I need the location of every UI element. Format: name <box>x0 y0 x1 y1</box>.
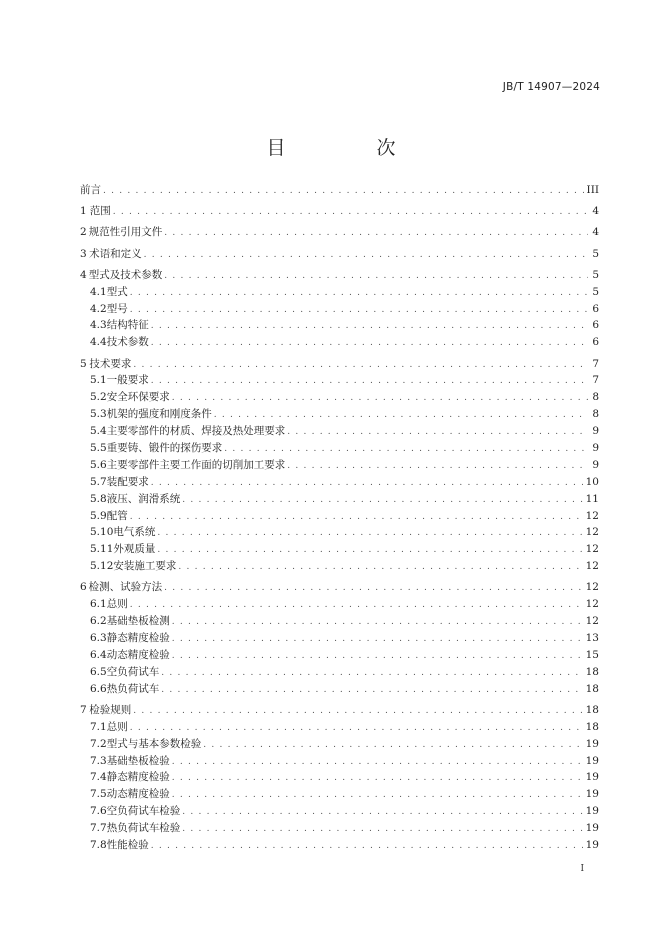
toc-entry-page: 12 <box>585 598 599 611</box>
toc-entry-title: 热负荷试车 <box>106 682 160 695</box>
toc-entry-page: 19 <box>585 788 599 801</box>
toc-entry[interactable] <box>80 474 599 491</box>
toc-entry-title: 重要铸、锻件的探伤要求 <box>106 441 223 454</box>
toc-leader-dots <box>144 247 588 264</box>
toc-entry-number: 5.9 <box>90 509 107 522</box>
toc-entry-page: 11 <box>585 492 599 505</box>
toc-entry[interactable] <box>80 613 599 630</box>
toc-entry-number: 7.4 <box>90 771 107 784</box>
toc-entry-page: 9 <box>592 441 599 454</box>
toc-entry[interactable] <box>80 769 599 786</box>
toc-entry-page: 6 <box>592 319 599 332</box>
toc-entry-title: 空负荷试车 <box>106 665 160 678</box>
toc-entry-title: 静态精度检验 <box>106 771 170 784</box>
toc-leader-dots <box>130 302 588 319</box>
toc-entry[interactable] <box>80 224 599 241</box>
toc-leader-dots <box>172 787 583 804</box>
document-code: JB/T 14907—2024 <box>502 81 600 93</box>
toc-entry[interactable] <box>80 182 599 199</box>
toc-entry-page: 10 <box>585 475 599 488</box>
toc-entry-number: 4.4 <box>90 336 107 349</box>
toc-entry-number: 6.3 <box>90 632 107 645</box>
toc-leader-dots <box>182 492 582 509</box>
toc-leader-dots <box>151 475 583 492</box>
toc-entry[interactable] <box>80 558 599 575</box>
toc-leader-dots <box>182 821 582 838</box>
toc-entry-number: 5.8 <box>90 492 107 505</box>
toc-entry-page: 4 <box>592 226 599 239</box>
toc-entry-number: 6.2 <box>90 615 107 628</box>
toc-entry-title: 一般要求 <box>106 374 149 387</box>
toc-entry-page: 4 <box>592 205 599 218</box>
toc-entry-page: 9 <box>592 425 599 438</box>
toc-leader-dots <box>172 631 583 648</box>
toc-entry-page: 12 <box>585 560 599 573</box>
toc-leader-dots <box>130 509 583 526</box>
toc-entry-title: 检测、试验方法 <box>88 581 163 594</box>
toc-leader-dots <box>203 737 582 754</box>
toc-leader-dots <box>157 525 582 542</box>
toc-entry-page: 6 <box>592 302 599 315</box>
toc-leader-dots <box>157 542 582 559</box>
toc-entry-title: 基础垫板检测 <box>106 615 170 628</box>
toc-leader-dots <box>161 665 582 682</box>
page-title: 目 次 <box>266 137 432 159</box>
toc-entry-title: 前言 <box>80 184 101 196</box>
toc-entry-number: 6 <box>80 581 87 594</box>
toc-entry-page: 18 <box>585 665 599 678</box>
toc-entry[interactable] <box>80 246 599 263</box>
toc-entry-title: 热负荷试车检验 <box>106 822 181 835</box>
toc-entry[interactable] <box>80 389 599 406</box>
toc-entry[interactable] <box>80 524 599 541</box>
toc-entry[interactable] <box>80 681 599 698</box>
toc-entry-title: 性能检验 <box>106 839 149 852</box>
toc-entry-title: 静态精度检验 <box>106 632 170 645</box>
toc-entry[interactable] <box>80 579 599 596</box>
toc-leader-dots <box>151 318 588 335</box>
toc-entry-page: 19 <box>585 771 599 784</box>
toc-entry-page: 18 <box>585 720 599 733</box>
toc-entry-title: 型式与基本参数检验 <box>106 737 202 750</box>
toc-leader-dots <box>133 703 582 720</box>
toc-entry[interactable] <box>80 372 599 389</box>
toc-entry[interactable] <box>80 736 599 753</box>
toc-entry-title: 技术参数 <box>106 336 149 349</box>
toc-entry-number: 5 <box>80 357 87 370</box>
toc-entry[interactable] <box>80 630 599 647</box>
toc-entry-title: 范围 <box>89 205 111 218</box>
toc-entry-number: 7.1 <box>90 720 107 733</box>
toc-entry-page: 12 <box>585 615 599 628</box>
toc-entry[interactable] <box>80 423 599 440</box>
toc-entry[interactable] <box>80 541 599 558</box>
toc-entry-title: 安装施工要求 <box>113 560 177 573</box>
toc-entry-page: 8 <box>592 408 599 421</box>
toc-entry-page: 12 <box>585 581 599 594</box>
toc-leader-dots <box>224 441 588 458</box>
toc-leader-dots <box>151 838 583 855</box>
toc-entry[interactable] <box>80 820 599 837</box>
toc-entry-number: 5.1 <box>90 374 107 387</box>
page-number: I <box>580 864 584 874</box>
toc-leader-dots <box>172 770 583 787</box>
toc-entry-number: 4 <box>80 268 87 281</box>
toc-entry-number: 7.3 <box>90 754 107 767</box>
toc-entry[interactable] <box>80 284 599 301</box>
toc-entry[interactable] <box>80 317 599 334</box>
toc-entry-number: 7.5 <box>90 788 107 801</box>
toc-entry[interactable] <box>80 702 599 719</box>
toc-entry-number: 6.4 <box>90 648 107 661</box>
toc-entry-page: 19 <box>585 737 599 750</box>
toc-entry[interactable] <box>80 440 599 457</box>
toc-leader-dots <box>172 648 583 665</box>
toc-entry-page: 19 <box>585 839 599 852</box>
toc-entry[interactable] <box>80 647 599 664</box>
toc-leader-dots <box>172 614 583 631</box>
toc-entry-page: 7 <box>592 357 599 370</box>
toc-entry[interactable] <box>80 837 599 854</box>
toc-leader-dots <box>164 268 588 285</box>
toc-entry-page: 5 <box>592 285 599 298</box>
toc-entry-number: 2 <box>80 226 87 239</box>
toc-entry-number: 6.6 <box>90 682 107 695</box>
toc-leader-dots <box>182 804 582 821</box>
table-of-contents <box>80 182 599 854</box>
toc-entry-title: 总则 <box>106 598 128 611</box>
toc-entry-title: 结构特征 <box>106 319 149 332</box>
toc-leader-dots <box>133 357 588 374</box>
toc-leader-dots <box>151 335 588 352</box>
toc-entry[interactable] <box>80 203 599 220</box>
toc-entry-title: 规范性引用文件 <box>88 226 163 239</box>
toc-entry-number: 6.5 <box>90 665 107 678</box>
toc-entry-page: 12 <box>585 509 599 522</box>
toc-leader-dots <box>178 559 582 576</box>
toc-entry[interactable] <box>80 491 599 508</box>
toc-leader-dots <box>130 597 583 614</box>
toc-entry[interactable] <box>80 803 599 820</box>
toc-entry-number: 5.4 <box>90 425 107 438</box>
toc-entry-page: 19 <box>585 822 599 835</box>
toc-entry[interactable] <box>80 406 599 423</box>
toc-entry-number: 5.3 <box>90 408 107 421</box>
toc-entry[interactable] <box>80 267 599 284</box>
toc-leader-dots <box>214 407 588 424</box>
toc-entry-title: 型号 <box>106 302 128 315</box>
toc-entry-page: 19 <box>585 754 599 767</box>
toc-entry-title: 动态精度检验 <box>106 648 170 661</box>
toc-entry-number: 5.7 <box>90 475 107 488</box>
toc-entry-title: 术语和定义 <box>89 247 142 260</box>
toc-entry-title: 主要零部件的材质、焊接及热处理要求 <box>106 425 286 438</box>
toc-leader-dots <box>287 424 588 441</box>
toc-entry-title: 空负荷试车检验 <box>106 805 181 818</box>
toc-entry-page: III <box>586 184 599 196</box>
toc-entry-page: 19 <box>585 805 599 818</box>
toc-entry-title: 检验规则 <box>89 703 132 716</box>
toc-leader-dots <box>113 204 588 221</box>
toc-entry[interactable] <box>80 508 599 525</box>
toc-entry-title: 装配要求 <box>106 475 149 488</box>
toc-entry[interactable] <box>80 664 599 681</box>
toc-leader-dots <box>130 285 588 302</box>
toc-leader-dots <box>130 720 583 737</box>
toc-entry-page: 8 <box>592 391 599 404</box>
toc-entry-number: 5.10 <box>90 526 114 539</box>
toc-leader-dots <box>164 580 583 597</box>
toc-entry-number: 5.5 <box>90 441 107 454</box>
toc-entry-title: 动态精度检验 <box>106 788 170 801</box>
toc-entry-number: 5.6 <box>90 458 107 471</box>
toc-entry[interactable] <box>80 753 599 770</box>
toc-entry-number: 3 <box>80 247 87 260</box>
toc-entry-title: 型式及技术参数 <box>88 268 163 281</box>
toc-entry-title: 电气系统 <box>113 526 156 539</box>
toc-entry-number: 1 <box>80 205 87 218</box>
toc-entry[interactable] <box>80 356 599 373</box>
toc-entry-page: 12 <box>585 543 599 556</box>
toc-entry-page: 5 <box>592 268 599 281</box>
toc-entry-title: 安全环保要求 <box>106 391 170 404</box>
toc-entry-number: 4.1 <box>90 285 107 298</box>
toc-entry-title: 技术要求 <box>89 357 132 370</box>
toc-entry-title: 基础垫板检验 <box>106 754 170 767</box>
toc-entry-number: 5.12 <box>90 560 114 573</box>
toc-entry[interactable] <box>80 334 599 351</box>
toc-entry[interactable] <box>80 596 599 613</box>
toc-entry-number: 7.2 <box>90 737 107 750</box>
toc-leader-dots <box>161 682 582 699</box>
toc-entry[interactable] <box>80 786 599 803</box>
toc-entry-page: 5 <box>592 247 599 260</box>
toc-entry-number: 5.11 <box>90 543 114 556</box>
toc-entry-page: 18 <box>585 703 599 716</box>
toc-entry-title: 总则 <box>106 720 128 733</box>
toc-entry-page: 7 <box>592 374 599 387</box>
toc-entry-page: 9 <box>592 458 599 471</box>
toc-entry-page: 18 <box>585 682 599 695</box>
toc-entry-page: 6 <box>592 336 599 349</box>
toc-entry-page: 15 <box>585 648 599 661</box>
toc-entry-title: 配管 <box>106 509 128 522</box>
toc-entry[interactable] <box>80 457 599 474</box>
toc-entry-number: 7.6 <box>90 805 107 818</box>
toc-leader-dots <box>103 183 584 200</box>
toc-entry-page: 12 <box>585 526 599 539</box>
toc-entry-number: 6.1 <box>90 598 107 611</box>
toc-entry[interactable] <box>80 301 599 318</box>
toc-entry-title: 外观质量 <box>113 543 156 556</box>
toc-entry-title: 型式 <box>106 285 128 298</box>
toc-entry[interactable] <box>80 719 599 736</box>
toc-entry-number: 7.7 <box>90 822 107 835</box>
toc-entry-page: 13 <box>585 632 599 645</box>
toc-entry-number: 4.3 <box>90 319 107 332</box>
toc-entry-number: 7.8 <box>90 839 107 852</box>
toc-leader-dots <box>172 390 588 407</box>
toc-entry-number: 5.2 <box>90 391 107 404</box>
toc-leader-dots <box>151 373 588 390</box>
toc-entry-title: 液压、润滑系统 <box>106 492 181 505</box>
toc-leader-dots <box>164 225 588 242</box>
toc-leader-dots <box>287 458 588 475</box>
toc-entry-number: 7 <box>80 703 87 716</box>
toc-entry-title: 机架的强度和刚度条件 <box>106 408 212 421</box>
toc-entry-number: 4.2 <box>90 302 107 315</box>
toc-entry-title: 主要零部件主要工作面的切削加工要求 <box>106 458 286 471</box>
toc-leader-dots <box>172 754 583 771</box>
